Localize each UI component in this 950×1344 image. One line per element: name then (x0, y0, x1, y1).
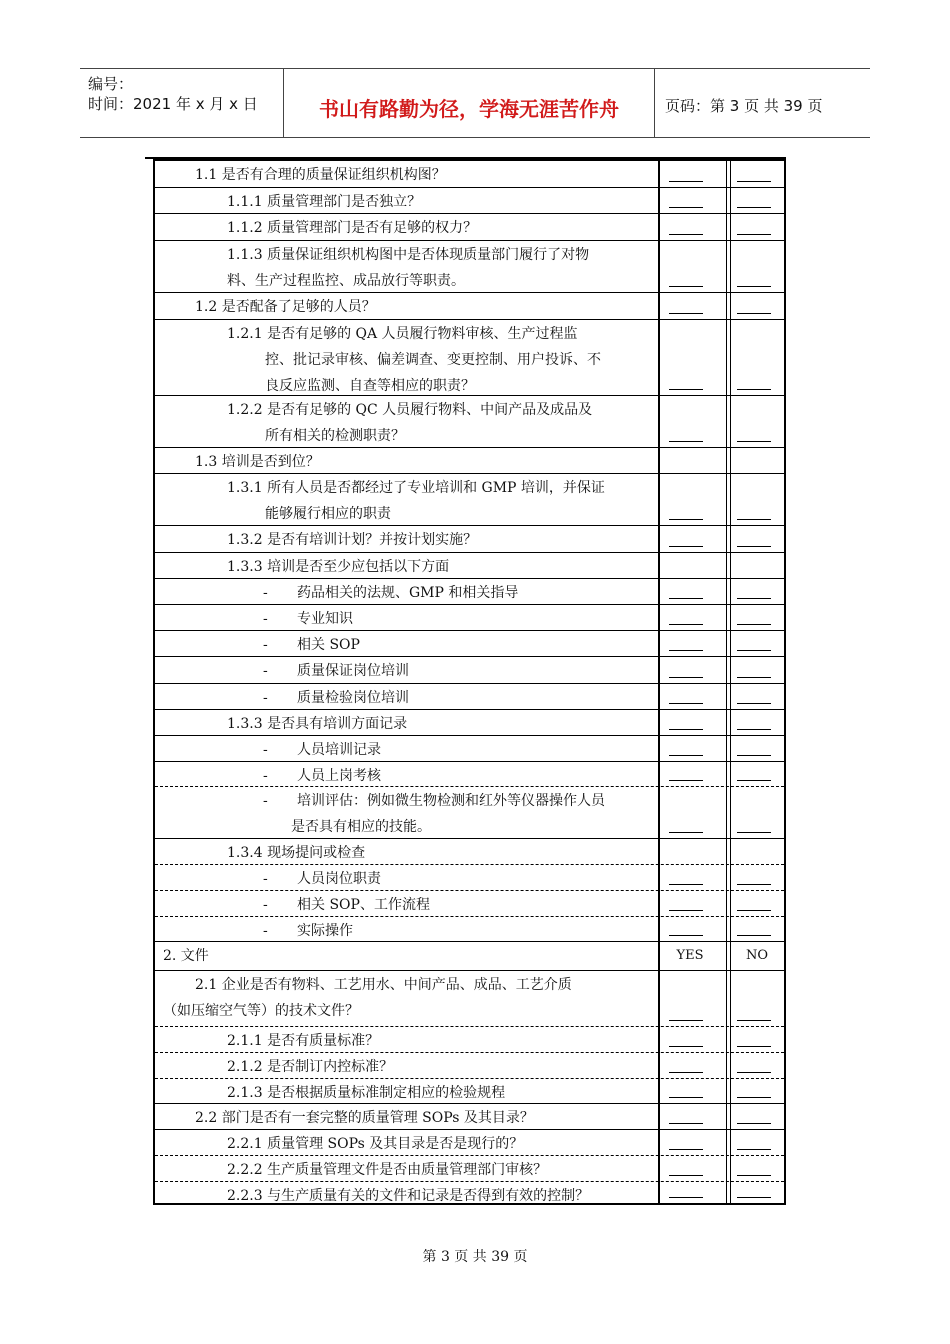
row-question-text (263, 606, 758, 632)
checklist-row (155, 396, 784, 448)
yes-answer-blank[interactable] (669, 546, 703, 547)
question-line: - 人员岗位职责 (263, 866, 758, 892)
checklist-row (155, 526, 784, 553)
question-line: 1.3.1 所有人员是否都经过了专业培训和 GMP 培训，并保证 (227, 480, 605, 496)
checklist-row (155, 787, 784, 839)
yes-answer-blank[interactable] (669, 935, 703, 936)
question-line: 是否具有相应的技能。 (291, 819, 431, 835)
no-answer-blank[interactable] (737, 935, 771, 936)
checklist-row (155, 579, 784, 605)
no-answer-blank[interactable] (737, 1097, 771, 1098)
row-question-text (263, 866, 758, 892)
yes-answer-blank[interactable] (669, 1175, 703, 1176)
no-answer-blank[interactable] (737, 650, 771, 651)
checklist-row (155, 188, 784, 214)
question-line: 2. 文件 (163, 948, 209, 964)
yes-answer-blank[interactable] (669, 624, 703, 625)
yes-answer-blank[interactable] (669, 1072, 703, 1073)
no-answer-blank[interactable] (737, 1149, 771, 1150)
no-answer-blank[interactable] (737, 624, 771, 625)
no-answer-blank[interactable] (737, 755, 771, 756)
row-question-text (263, 737, 758, 763)
no-answer-blank[interactable] (737, 313, 771, 314)
row-question-text (195, 162, 690, 188)
no-answer-blank[interactable] (737, 598, 771, 599)
question-line: - 药品相关的法规、GMP 和相关指导 (263, 580, 758, 606)
no-answer-blank[interactable] (737, 910, 771, 911)
question-line: 2.2.2 生产质量管理文件是否由质量管理部门审核？ (227, 1162, 548, 1178)
motto-text: 书山有路勤为径，学海无涯苦作舟 (319, 97, 619, 121)
question-line: 2.1 企业是否有物料、工艺用水、中间产品、成品、工艺介质 (195, 977, 572, 993)
checklist-row (155, 474, 784, 526)
header-page-cell (655, 69, 870, 137)
no-answer-blank[interactable] (737, 181, 771, 182)
header-motto-cell (284, 69, 655, 137)
checklist-row (155, 605, 784, 631)
question-line: - 培训评估：例如微生物检测和红外等仪器操作人员 (263, 788, 758, 814)
yes-answer-blank[interactable] (669, 677, 703, 678)
checklist-row (155, 736, 784, 762)
yes-answer-blank[interactable] (669, 884, 703, 885)
question-line: 1.3.4 现场提问或检查 (227, 845, 366, 861)
yes-answer-blank[interactable] (669, 313, 703, 314)
checklist-row (155, 161, 784, 188)
question-line: 1.2.1 是否有足够的 QA 人员履行物料审核、生产过程监 (227, 326, 578, 342)
row-question-text (227, 554, 722, 580)
checklist-row (155, 684, 784, 710)
time-label: 时间：2021 年 x 月 x 日 (88, 95, 258, 113)
row-question-text (227, 1183, 722, 1209)
yes-answer-blank[interactable] (669, 234, 703, 235)
yes-answer-blank[interactable] (669, 181, 703, 182)
question-line: 1.3.3 培训是否至少应包括以下方面 (227, 559, 450, 575)
checklist-row (155, 839, 784, 865)
yes-answer-blank[interactable] (669, 755, 703, 756)
question-line: （如压缩空气等）的技术文件？ (163, 1003, 359, 1019)
checklist-row (155, 971, 784, 1027)
checklist-row (155, 891, 784, 917)
question-line: 1.1.3 质量保证组织机构图中是否体现质量部门履行了对物 (227, 247, 590, 263)
row-question-text (263, 632, 758, 658)
question-line: 2.1.2 是否制订内控标准？ (227, 1059, 394, 1075)
checklist-row (155, 1130, 784, 1156)
header-meta-cell (80, 69, 284, 137)
row-question-text (163, 972, 690, 1024)
bullet-dash: - (263, 611, 268, 627)
bullet-dash: - (263, 923, 268, 939)
no-answer-blank[interactable] (737, 1020, 771, 1021)
checklist-row (155, 865, 784, 891)
bullet-dash: - (263, 768, 268, 784)
yes-answer-blank[interactable] (669, 832, 703, 833)
question-line: - 专业知识 (263, 606, 758, 632)
question-line: 1.3.3 是否具有培训方面记录 (227, 716, 408, 732)
no-answer-blank[interactable] (737, 703, 771, 704)
question-line: 所有相关的检测职责？ (265, 428, 405, 444)
question-line: - 人员上岗考核 (263, 763, 758, 789)
bullet-dash: - (263, 742, 268, 758)
question-line: 2.2 部门是否有一套完整的质量管理 SOPs 及其目录？ (195, 1110, 534, 1126)
row-question-text (263, 763, 758, 789)
yes-answer-blank[interactable] (669, 1197, 703, 1198)
question-line: - 质量保证岗位培训 (263, 658, 758, 684)
question-line: 2.2.3 与生产质量有关的文件和记录是否得到有效的控制？ (227, 1188, 590, 1204)
row-question-text (263, 892, 758, 918)
checklist-row (155, 1079, 784, 1104)
checklist-row (155, 1027, 784, 1053)
row-question-text (227, 1157, 722, 1183)
row-question-text (227, 1028, 722, 1054)
checklist-row (155, 241, 784, 293)
question-line: 1.1.2 质量管理部门是否有足够的权力？ (227, 220, 478, 236)
checklist-row (155, 942, 784, 971)
question-line: 1.2.2 是否有足够的 QC 人员履行物料、中间产品及成品及 (227, 402, 593, 418)
bullet-dash: - (263, 690, 268, 706)
yes-column-header: YES (676, 948, 704, 963)
yes-answer-blank[interactable] (669, 780, 703, 781)
no-answer-blank[interactable] (737, 207, 771, 208)
no-column-header: NO (745, 948, 769, 963)
yes-answer-blank[interactable] (669, 650, 703, 651)
no-answer-blank[interactable] (737, 389, 771, 390)
question-line: - 人员培训记录 (263, 737, 758, 763)
row-question-text (227, 711, 722, 737)
checklist-row (155, 762, 784, 787)
checklist-row (155, 320, 784, 396)
no-answer-blank[interactable] (737, 1175, 771, 1176)
yes-answer-blank[interactable] (669, 1097, 703, 1098)
yes-answer-blank[interactable] (669, 1046, 703, 1047)
question-line: 1.1 是否有合理的质量保证组织机构图？ (195, 167, 446, 183)
yes-answer-blank[interactable] (669, 286, 703, 287)
bullet-dash: - (263, 637, 268, 653)
yes-answer-blank[interactable] (669, 729, 703, 730)
page-footer: 第 3 页 共 39 页 (422, 1249, 528, 1265)
checklist-table (153, 159, 786, 1205)
row-question-text (227, 1054, 722, 1080)
yes-answer-blank[interactable] (669, 389, 703, 390)
row-question-text (195, 449, 690, 475)
document-header (80, 68, 870, 138)
question-line: - 相关 SOP、工作流程 (263, 892, 758, 918)
no-answer-blank[interactable] (737, 780, 771, 781)
yes-answer-blank[interactable] (669, 441, 703, 442)
row-question-text (227, 189, 722, 215)
checklist-row (155, 1104, 784, 1130)
row-question-text (263, 918, 758, 944)
row-question-text (263, 658, 758, 684)
question-line: 良反应监测、自查等相应的职责？ (265, 378, 475, 394)
checklist-row (155, 214, 784, 241)
no-answer-blank[interactable] (737, 832, 771, 833)
question-line: 2.1.1 是否有质量标准？ (227, 1033, 380, 1049)
no-answer-blank[interactable] (737, 546, 771, 547)
row-question-text (227, 321, 722, 399)
yes-answer-blank[interactable] (669, 703, 703, 704)
checklist-row (155, 553, 784, 579)
question-line: 能够履行相应的职责 (265, 506, 391, 522)
yes-answer-blank[interactable] (669, 1149, 703, 1150)
yes-answer-blank[interactable] (669, 598, 703, 599)
question-line: 控、批记录审核、偏差调查、变更控制、用户投诉、不 (265, 352, 601, 368)
number-label: 编号： (88, 75, 134, 93)
no-answer-blank[interactable] (737, 729, 771, 730)
row-question-text (227, 242, 722, 294)
no-answer-blank[interactable] (737, 1072, 771, 1073)
no-answer-blank[interactable] (737, 1046, 771, 1047)
question-line: - 相关 SOP (263, 632, 758, 658)
row-question-text (227, 527, 722, 553)
checklist-row (155, 1053, 784, 1079)
question-line: - 质量检验岗位培训 (263, 685, 758, 711)
row-question-text (227, 475, 722, 527)
bullet-dash: - (263, 871, 268, 887)
no-answer-blank[interactable] (737, 286, 771, 287)
row-question-text (227, 840, 722, 866)
yes-answer-blank[interactable] (669, 1020, 703, 1021)
checklist-row (155, 710, 784, 736)
bullet-dash: - (263, 897, 268, 913)
checklist-row (155, 631, 784, 657)
checklist-row (155, 1182, 784, 1203)
bullet-dash: - (263, 793, 268, 809)
yes-answer-blank[interactable] (669, 1123, 703, 1124)
row-question-text (227, 215, 722, 241)
row-question-text (195, 294, 690, 320)
row-question-text (227, 1131, 722, 1157)
question-line: 1.2 是否配备了足够的人员？ (195, 299, 376, 315)
row-question-text (195, 1105, 690, 1131)
bullet-dash: - (263, 585, 268, 601)
row-question-text (227, 397, 722, 449)
yes-answer-blank[interactable] (669, 910, 703, 911)
no-answer-blank[interactable] (737, 1123, 771, 1124)
row-question-text (263, 685, 758, 711)
no-answer-blank[interactable] (737, 1197, 771, 1198)
question-line: 1.3 培训是否到位？ (195, 454, 320, 470)
question-line: - 实际操作 (263, 918, 758, 944)
row-question-text (227, 1080, 722, 1106)
row-question-text (263, 580, 758, 606)
yes-answer-blank[interactable] (669, 519, 703, 520)
question-line: 2.2.1 质量管理 SOPs 及其目录是否是现行的？ (227, 1136, 524, 1152)
question-line: 2.1.3 是否根据质量标准制定相应的检验规程 (227, 1085, 506, 1101)
row-question-text (163, 943, 658, 969)
checklist-row (155, 1156, 784, 1182)
bullet-dash: - (263, 663, 268, 679)
checklist-row (155, 657, 784, 684)
checklist-row (155, 293, 784, 320)
no-answer-blank[interactable] (737, 677, 771, 678)
yes-answer-blank[interactable] (669, 207, 703, 208)
question-line: 1.3.2 是否有培训计划？并按计划实施？ (227, 532, 478, 548)
no-answer-blank[interactable] (737, 884, 771, 885)
page-number-label: 页码：第 3 页 共 39 页 (665, 97, 823, 115)
checklist-row (155, 917, 784, 942)
no-answer-blank[interactable] (737, 519, 771, 520)
no-answer-blank[interactable] (737, 234, 771, 235)
question-line: 1.1.1 质量管理部门是否独立？ (227, 194, 422, 210)
no-answer-blank[interactable] (737, 441, 771, 442)
checklist-row (155, 448, 784, 474)
question-line: 料、生产过程监控、成品放行等职责。 (227, 273, 465, 289)
